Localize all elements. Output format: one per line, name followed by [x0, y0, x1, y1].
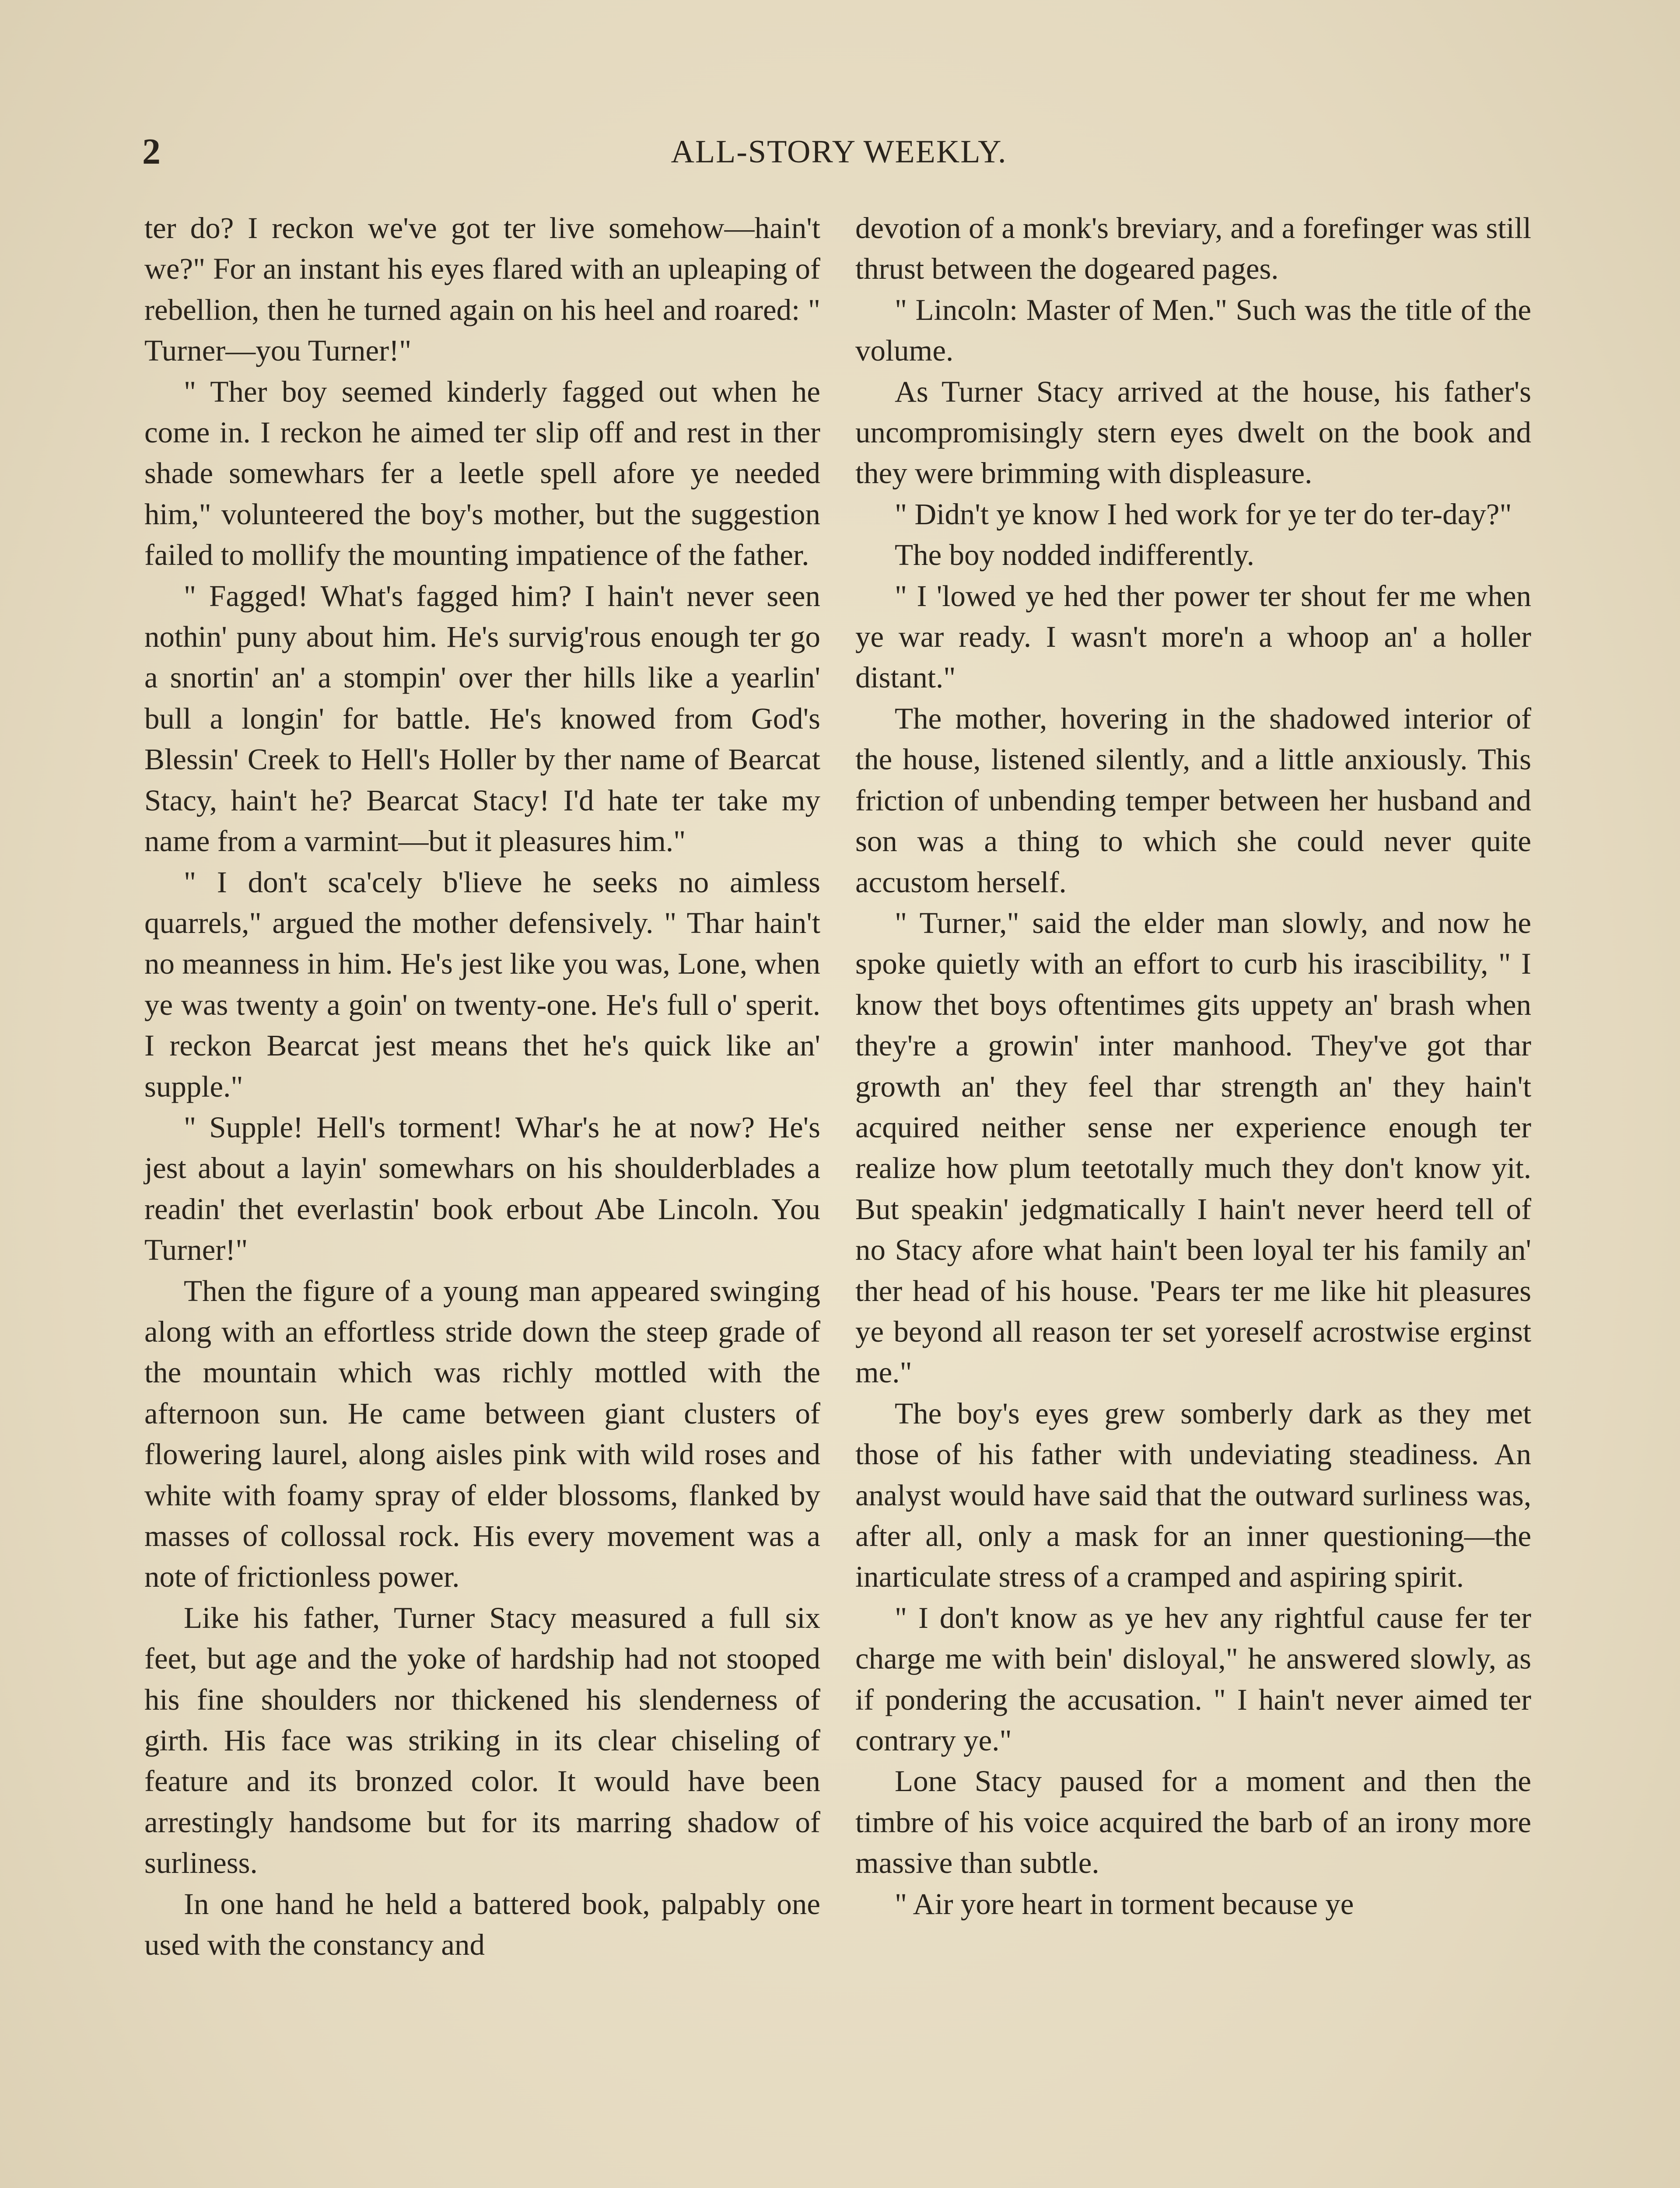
paragraph: " I don't sca'cely b'lieve he seeks no aimless quarrels," argued the mother defensively. " Thar hain't no meanness in him. He's jest like you was, Lone, when ye was twenty a goin' on twenty-one. He's full o' sperit. I reckon Bearcat jest means thet he's quick like an' supple."	[144, 865, 820, 1103]
paragraph: As Turner Stacy arrived at the house, his father's uncompromisingly stern eyes dwelt on the book and they were brimming with displeasure.	[855, 375, 1531, 490]
paragraph: Then the figure of a young man appeared swinging along with an effortless stride down the steep grade of the mountain which was richly mottled with the afternoon sun. He came between giant clusters of flowering laurel, along aisles pink with wild roses and white with foamy spray of elder blossoms, flanked by masses of collossal rock. His every movement was a note of frictionless power.	[144, 1274, 820, 1594]
paragraph: devotion of a monk's breviary, and a forefinger was still thrust between the dogeared pages.	[855, 211, 1531, 286]
paragraph: Like his father, Turner Stacy measured a full six feet, but age and the yoke of hardship had not stooped his fine shoulders nor thickened his slenderness of girth. His face was striking in its clear chiseling of feature and its bronzed color. It would have been arrestingly handsome but for its marring shadow of surliness.	[144, 1601, 820, 1880]
paragraph: The mother, hovering in the shadowed interior of the house, listened silently, and a little anxiously. This friction of unbending temper between her husband and son was a thing to which she could never quite accustom herself.	[855, 701, 1531, 899]
paragraph: " Ther boy seemed kinderly fagged out when he come in. I reckon he aimed ter slip off and rest in ther shade somewhars fer a leetle spell afore ye needed him," volunteered the boy's mother, but the suggestion failed to mollify the mounting impatience of the father.	[144, 375, 820, 572]
paragraph: " I don't know as ye hev any rightful cause fer ter charge me with bein' disloyal," he answered slowly, as if pondering the accusation. " I hain't never aimed ter contrary ye."	[855, 1601, 1531, 1757]
page-header	[142, 128, 1536, 176]
page-number: 2	[142, 131, 161, 172]
right-column	[855, 208, 1531, 1925]
paragraph: The boy's eyes grew somberly dark as they met those of his father with undeviating steadiness. An analyst would have said that the outward surliness was, after all, only a mask for an inner questioning—the inarticulate stress of a cramped and aspiring spirit.	[855, 1396, 1531, 1594]
paragraph: " Lincoln: Master of Men." Such was the title of the volume.	[855, 293, 1531, 368]
paragraph: " Air yore heart in torment because ye	[895, 1887, 1354, 1921]
paragraph: " Turner," said the elder man slowly, and now he spoke quietly with an effort to curb his irascibility, " I know thet boys oftentimes gits uppety an' brash when they're a growin' inter manhood. They've got thar growth an' they feel thar strength an' they hain't acquired neither sense ner experience enough ter realize how plum teetotally much they don't know yit. But speakin' jedgmatically I hain't never heerd tell of no Stacy afore what hain't been loyal ter his family an' ther head of his house. 'Pears ter me like hit pleasures ye beyond all reason ter set yoreself acrostwise erginst me."	[855, 906, 1531, 1389]
paragraph: " Fagged! What's fagged him? I hain't never seen nothin' puny about him. He's survig'rous enough ter go a snortin' an' a stompin' over ther hills like a yearlin' bull a longin' for battle. He's knowed from God's Blessin' Creek to Hell's Holler by ther name of Bearcat Stacy, hain't he? Bearcat Stacy! I'd hate ter take my name from a varmint—but it pleasures him."	[144, 579, 820, 858]
paragraph: " Supple! Hell's torment! Whar's he at now? He's jest about a layin' somewhars on his shoulderblades a readin' thet everlastin' book erbout Abe Lincoln. You Turner!"	[144, 1110, 820, 1267]
paragraph: The boy nodded indifferently.	[895, 538, 1255, 572]
paragraph: In one hand he held a battered book, palpably one used with the constancy and	[144, 1887, 820, 1962]
paragraph: ter do? I reckon we've got ter live somehow—hain't we?" For an instant his eyes flared with an upleaping of rebellion, then he turned again on his heel and roared: " Turner—you Turner!"	[144, 211, 820, 368]
paragraph: Lone Stacy paused for a moment and then the timbre of his voice acquired the barb of an irony more massive than subtle.	[855, 1764, 1531, 1880]
paragraph: " Didn't ye know I hed work for ye ter do ter-day?"	[895, 497, 1512, 531]
left-column	[144, 208, 820, 1965]
running-title: ALL-STORY WEEKLY.	[671, 134, 1007, 170]
paragraph: " I 'lowed ye hed ther power ter shout fer me when ye war ready. I wasn't more'n a whoop an' a holler distant."	[855, 579, 1531, 694]
